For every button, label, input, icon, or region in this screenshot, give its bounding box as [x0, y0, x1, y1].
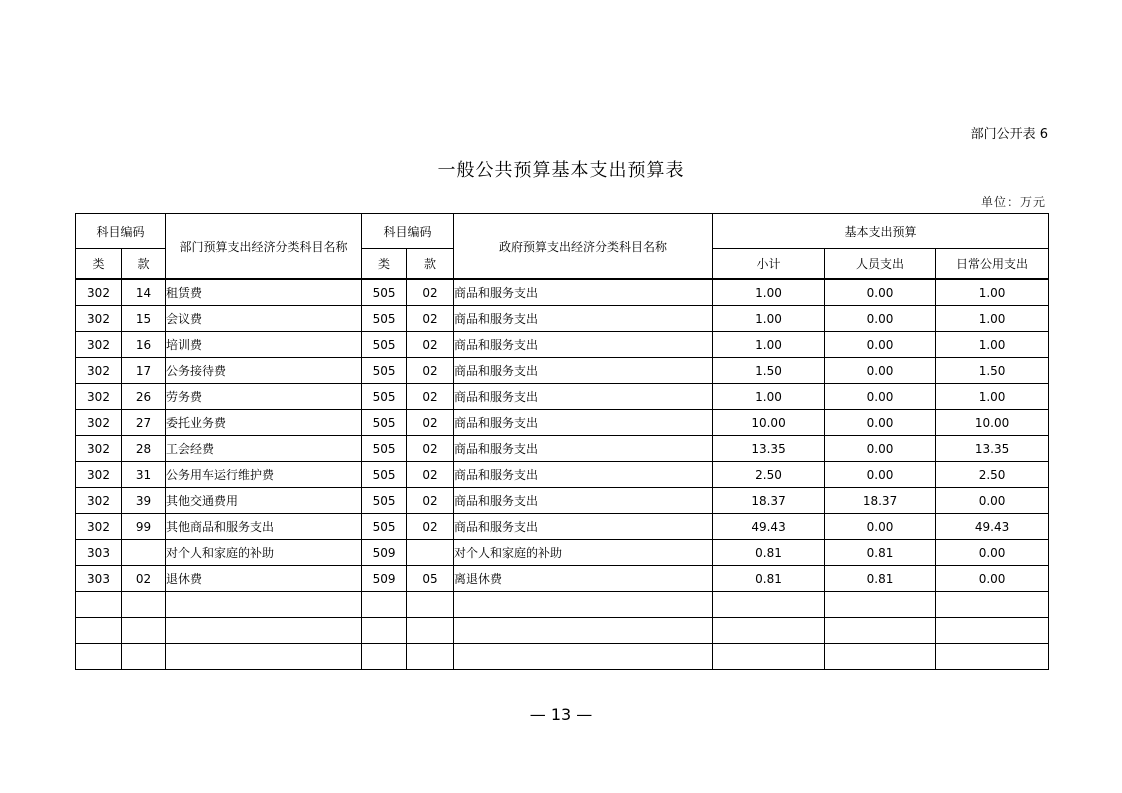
- table-row: [76, 514, 1049, 540]
- cell-gkuan: 02: [407, 384, 454, 410]
- empty-cell: [76, 644, 122, 670]
- cell-glei: 509: [362, 540, 407, 566]
- cell-kuan: 17: [122, 358, 166, 384]
- cell-gkuan: 02: [407, 358, 454, 384]
- cell-gname: 离退休费: [454, 566, 713, 592]
- cell-kuan: [122, 540, 166, 566]
- cell-name: 公务接待费: [166, 358, 362, 384]
- cell-subtotal: 0.81: [713, 566, 825, 592]
- cell-glei: 505: [362, 514, 407, 540]
- empty-cell: [936, 592, 1049, 618]
- cell-glei: 505: [362, 306, 407, 332]
- cell-gkuan: 02: [407, 332, 454, 358]
- empty-row: [76, 618, 1049, 644]
- cell-personnel: 0.00: [825, 306, 936, 332]
- cell-subtotal: 18.37: [713, 488, 825, 514]
- cell-kuan: 26: [122, 384, 166, 410]
- cell-name: 其他商品和服务支出: [166, 514, 362, 540]
- cell-daily: 1.00: [936, 279, 1049, 306]
- table-row: [76, 306, 1049, 332]
- cell-gkuan: 02: [407, 410, 454, 436]
- empty-cell: [122, 592, 166, 618]
- table-row: [76, 436, 1049, 462]
- empty-cell: [122, 644, 166, 670]
- table-row: [76, 384, 1049, 410]
- cell-gkuan: 02: [407, 488, 454, 514]
- empty-cell: [825, 592, 936, 618]
- cell-subtotal: 1.00: [713, 279, 825, 306]
- table-row: [76, 410, 1049, 436]
- cell-kuan: 16: [122, 332, 166, 358]
- cell-glei: 505: [362, 410, 407, 436]
- cell-personnel: 0.81: [825, 566, 936, 592]
- cell-personnel: 0.00: [825, 462, 936, 488]
- empty-row: [76, 592, 1049, 618]
- cell-personnel: 0.00: [825, 332, 936, 358]
- cell-gname: 商品和服务支出: [454, 358, 713, 384]
- cell-lei: 302: [76, 384, 122, 410]
- cell-glei: 505: [362, 384, 407, 410]
- cell-subtotal: 49.43: [713, 514, 825, 540]
- cell-glei: 505: [362, 332, 407, 358]
- table-row: [76, 566, 1049, 592]
- empty-cell: [713, 618, 825, 644]
- empty-cell: [362, 618, 407, 644]
- cell-gkuan: 05: [407, 566, 454, 592]
- cell-gname: 商品和服务支出: [454, 462, 713, 488]
- cell-gkuan: 02: [407, 306, 454, 332]
- empty-cell: [76, 592, 122, 618]
- cell-daily: 2.50: [936, 462, 1049, 488]
- cell-personnel: 0.00: [825, 358, 936, 384]
- cell-name: 劳务费: [166, 384, 362, 410]
- cell-name: 公务用车运行维护费: [166, 462, 362, 488]
- cell-gkuan: 02: [407, 514, 454, 540]
- kuan-header: 款: [122, 249, 166, 280]
- empty-cell: [166, 644, 362, 670]
- cell-kuan: 15: [122, 306, 166, 332]
- cell-kuan: 02: [122, 566, 166, 592]
- cell-lei: 302: [76, 488, 122, 514]
- cell-name: 会议费: [166, 306, 362, 332]
- cell-subtotal: 1.00: [713, 332, 825, 358]
- cell-daily: 49.43: [936, 514, 1049, 540]
- cell-kuan: 14: [122, 279, 166, 306]
- cell-lei: 302: [76, 332, 122, 358]
- gov-name-header: 政府预算支出经济分类科目名称: [454, 214, 713, 280]
- cell-gname: 商品和服务支出: [454, 514, 713, 540]
- table-row: [76, 540, 1049, 566]
- empty-cell: [454, 592, 713, 618]
- page-title: 一般公共预算基本支出预算表: [437, 160, 685, 181]
- cell-daily: 0.00: [936, 540, 1049, 566]
- basic-budget-header: 基本支出预算: [713, 214, 1049, 249]
- cell-gname: 商品和服务支出: [454, 306, 713, 332]
- cell-daily: 10.00: [936, 410, 1049, 436]
- empty-cell: [362, 644, 407, 670]
- cell-gkuan: 02: [407, 436, 454, 462]
- cell-gname: 商品和服务支出: [454, 279, 713, 306]
- empty-cell: [936, 618, 1049, 644]
- unit-label: 单位：万元: [980, 195, 1046, 209]
- cell-lei: 302: [76, 436, 122, 462]
- cell-lei: 302: [76, 462, 122, 488]
- cell-subtotal: 2.50: [713, 462, 825, 488]
- cell-gname: 对个人和家庭的补助: [454, 540, 713, 566]
- cell-lei: 302: [76, 358, 122, 384]
- cell-glei: 505: [362, 462, 407, 488]
- empty-cell: [407, 644, 454, 670]
- cell-name: 其他交通费用: [166, 488, 362, 514]
- personnel-header: 人员支出: [825, 249, 936, 280]
- cell-daily: 1.50: [936, 358, 1049, 384]
- cell-name: 委托业务费: [166, 410, 362, 436]
- cell-personnel: 0.81: [825, 540, 936, 566]
- cell-gname: 商品和服务支出: [454, 436, 713, 462]
- cell-personnel: 0.00: [825, 514, 936, 540]
- cell-subtotal: 1.00: [713, 384, 825, 410]
- cell-lei: 302: [76, 514, 122, 540]
- cell-kuan: 31: [122, 462, 166, 488]
- cell-kuan: 99: [122, 514, 166, 540]
- empty-cell: [166, 618, 362, 644]
- empty-cell: [407, 592, 454, 618]
- empty-cell: [825, 618, 936, 644]
- cell-subtotal: 13.35: [713, 436, 825, 462]
- cell-glei: 509: [362, 566, 407, 592]
- cell-glei: 505: [362, 358, 407, 384]
- cell-personnel: 0.00: [825, 436, 936, 462]
- lei-header: 类: [76, 249, 122, 280]
- cell-gname: 商品和服务支出: [454, 384, 713, 410]
- cell-lei: 302: [76, 306, 122, 332]
- gov-kuan-header: 款: [407, 249, 454, 280]
- cell-name: 培训费: [166, 332, 362, 358]
- empty-cell: [825, 644, 936, 670]
- empty-cell: [713, 592, 825, 618]
- empty-cell: [936, 644, 1049, 670]
- cell-gname: 商品和服务支出: [454, 410, 713, 436]
- gov-lei-header: 类: [362, 249, 407, 280]
- table-row: [76, 332, 1049, 358]
- cell-subtotal: 10.00: [713, 410, 825, 436]
- cell-gkuan: 02: [407, 462, 454, 488]
- cell-kuan: 28: [122, 436, 166, 462]
- daily-header: 日常公用支出: [936, 249, 1049, 280]
- cell-gname: 商品和服务支出: [454, 332, 713, 358]
- empty-cell: [454, 644, 713, 670]
- empty-cell: [454, 618, 713, 644]
- cell-gkuan: 02: [407, 279, 454, 306]
- cell-kuan: 39: [122, 488, 166, 514]
- cell-gkuan: [407, 540, 454, 566]
- empty-cell: [166, 592, 362, 618]
- table-row: [76, 488, 1049, 514]
- cell-personnel: 0.00: [825, 410, 936, 436]
- cell-daily: 1.00: [936, 384, 1049, 410]
- cell-subtotal: 1.50: [713, 358, 825, 384]
- gov-code-header: 科目编码: [362, 214, 454, 249]
- cell-kuan: 27: [122, 410, 166, 436]
- empty-cell: [76, 618, 122, 644]
- table-row: [76, 358, 1049, 384]
- cell-name: 退休费: [166, 566, 362, 592]
- cell-gname: 商品和服务支出: [454, 488, 713, 514]
- cell-lei: 302: [76, 410, 122, 436]
- empty-cell: [713, 644, 825, 670]
- cell-personnel: 0.00: [825, 384, 936, 410]
- budget-table: [75, 213, 1049, 670]
- cell-subtotal: 0.81: [713, 540, 825, 566]
- cell-lei: 302: [76, 279, 122, 306]
- cell-lei: 303: [76, 540, 122, 566]
- document-tag: 部门公开表 6: [970, 127, 1048, 142]
- dept-code-header: 科目编码: [76, 214, 166, 249]
- table-row: [76, 462, 1049, 488]
- empty-cell: [122, 618, 166, 644]
- cell-daily: 1.00: [936, 332, 1049, 358]
- cell-lei: 303: [76, 566, 122, 592]
- dept-name-header: 部门预算支出经济分类科目名称: [166, 214, 362, 280]
- cell-personnel: 18.37: [825, 488, 936, 514]
- cell-glei: 505: [362, 488, 407, 514]
- cell-name: 对个人和家庭的补助: [166, 540, 362, 566]
- subtotal-header: 小计: [713, 249, 825, 280]
- cell-daily: 0.00: [936, 488, 1049, 514]
- cell-glei: 505: [362, 279, 407, 306]
- empty-row: [76, 644, 1049, 670]
- cell-daily: 1.00: [936, 306, 1049, 332]
- cell-name: 租赁费: [166, 279, 362, 306]
- cell-subtotal: 1.00: [713, 306, 825, 332]
- cell-personnel: 0.00: [825, 279, 936, 306]
- table-row: [76, 279, 1049, 306]
- page-number: — 13 —: [529, 705, 593, 724]
- empty-cell: [362, 592, 407, 618]
- cell-daily: 13.35: [936, 436, 1049, 462]
- empty-cell: [407, 618, 454, 644]
- cell-name: 工会经费: [166, 436, 362, 462]
- cell-daily: 0.00: [936, 566, 1049, 592]
- cell-glei: 505: [362, 436, 407, 462]
